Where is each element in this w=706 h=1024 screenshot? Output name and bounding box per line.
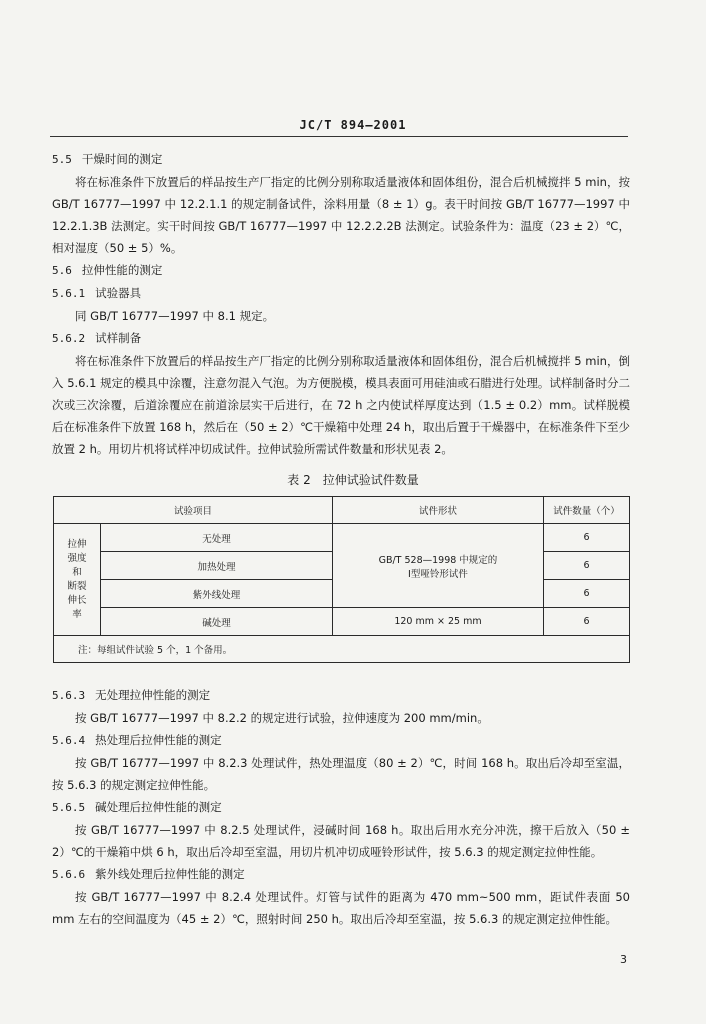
count-cell: 6 bbox=[543, 524, 629, 552]
header-specimen-shape: 试件形状 bbox=[332, 497, 543, 524]
category-line: 率 bbox=[72, 608, 82, 620]
section-number: 5.6.6 bbox=[52, 868, 86, 881]
test-item-cell: 紫外线处理 bbox=[101, 580, 333, 608]
paragraph: 按 GB/T 16777—1997 中 8.2.4 处理试件。灯管与试件的距离为 470 mm~500 mm，距试件表面 50 mm 左右的空间温度为（45 ± 2）℃，照射时间 250 h。取出后冷却至室温，按 5.6.3 的规定测定拉伸性能。 bbox=[52, 890, 630, 926]
section-number: 5.6 bbox=[52, 264, 72, 277]
section-number: 5.6.4 bbox=[52, 734, 86, 747]
count-cell: 6 bbox=[543, 552, 629, 580]
specimen-table bbox=[53, 496, 630, 663]
section-number: 5.5 bbox=[52, 153, 72, 166]
table-row bbox=[54, 524, 630, 552]
shape-line: GB/T 528—1998 中规定的 bbox=[378, 554, 498, 566]
paragraph: 同 GB/T 16777—1997 中 8.1 规定。 bbox=[75, 309, 275, 323]
paragraph: 按 GB/T 16777—1997 中 8.2.2 的规定进行试验，拉伸速度为 200 mm/min。 bbox=[75, 711, 489, 725]
table-note: 注：每组试件试验 5 个，1 个备用。 bbox=[54, 636, 630, 663]
count-cell: 6 bbox=[543, 608, 629, 636]
category-line: 伸长 bbox=[67, 594, 87, 606]
section-heading bbox=[52, 729, 630, 752]
test-item-cell: 无处理 bbox=[101, 524, 333, 552]
body-text-lower bbox=[52, 684, 630, 930]
standard-code-header: JC/T 894—2001 bbox=[299, 118, 407, 132]
section-title: 碱处理后拉伸性能的测定 bbox=[95, 800, 222, 814]
table-note-row bbox=[54, 636, 630, 663]
section-title: 无处理拉伸性能的测定 bbox=[95, 688, 211, 702]
category-line: 和 bbox=[72, 566, 82, 578]
test-item-cell: 碱处理 bbox=[101, 608, 333, 636]
section-number: 5.6.2 bbox=[52, 332, 86, 345]
header-rule bbox=[50, 136, 628, 137]
body-text-upper bbox=[52, 148, 630, 460]
section-title: 紫外线处理后拉伸性能的测定 bbox=[95, 867, 245, 881]
section-number: 5.6.3 bbox=[52, 689, 86, 702]
count-cell: 6 bbox=[543, 580, 629, 608]
section-title: 试样制备 bbox=[95, 331, 142, 345]
section-heading bbox=[52, 327, 630, 350]
section-title: 热处理后拉伸性能的测定 bbox=[95, 733, 222, 747]
shape-cell-strip: 120 mm × 25 mm bbox=[332, 608, 543, 636]
shape-cell-dumbbell bbox=[332, 524, 543, 608]
paragraph: 将在标准条件下放置后的样品按生产厂指定的比例分别称取适量液体和固体组份，混合后机械搅拌 5 min，按 GB/T 16777—1997 中 12.2.1.1 的规定制备试件，涂料用量（8 ± 1）g。表干时间按 GB/T 16777—1997 中 12.2.1.3B 法测定。实干时间按 GB/T 16777—1997 中 12.2.2.2B 法测定。试验条件为：温度（23 ± 2）℃，相对湿度（50 ± 5）%。 bbox=[52, 175, 630, 255]
category-cell bbox=[54, 524, 101, 636]
section-heading bbox=[52, 282, 630, 305]
section-heading bbox=[52, 148, 630, 171]
paragraph: 按 GB/T 16777—1997 中 8.2.3 处理试件，热处理温度（80 ± 2）℃，时间 168 h。取出后冷却至室温，按 5.6.3 的规定测定拉伸性能。 bbox=[52, 756, 630, 792]
test-item-cell: 加热处理 bbox=[101, 552, 333, 580]
header-test-item: 试验项目 bbox=[54, 497, 333, 524]
section-heading bbox=[52, 259, 630, 282]
table-header-row bbox=[54, 497, 630, 524]
paragraph: 将在标准条件下放置后的样品按生产厂指定的比例分别称取适量液体和固体组份，混合后机械搅拌 5 min，倒入 5.6.1 规定的模具中涂覆，注意勿混入气泡。为方便脱模，模具表面可用硅油或石腊进行处理。试样制备时分二次或三次涂覆，后道涂覆应在前道涂层实干后进行，在 72 h 之内使试样厚度达到（1.5 ± 0.2）mm。试样脱模后在标准条件下放置 168 h，然后在（50 ± 2）℃干燥箱中处理 24 h，取出后置于干燥器中，在标准条件下至少放置 2 h。用切片机将试样冲切成试件。拉伸试验所需试件数量和形状见表 2。 bbox=[52, 354, 630, 456]
section-heading bbox=[52, 863, 630, 886]
section-title: 干燥时间的测定 bbox=[81, 152, 163, 166]
table-title: 表 2 拉伸试验试件数量 bbox=[287, 473, 419, 487]
section-number: 5.6.5 bbox=[52, 801, 86, 814]
section-number: 5.6.1 bbox=[52, 287, 86, 300]
section-title: 拉伸性能的测定 bbox=[81, 263, 163, 277]
category-line: 断裂 bbox=[67, 580, 87, 592]
paragraph: 按 GB/T 16777—1997 中 8.2.5 处理试件，浸碱时间 168 h。取出后用水充分冲洗，擦干后放入（50 ± 2）℃的干燥箱中烘 6 h，取出后冷却至室温，用切片机冲切成哑铃形试件，按 5.6.3 的规定测定拉伸性能。 bbox=[52, 823, 630, 859]
section-title: 试验器具 bbox=[95, 286, 142, 300]
section-heading bbox=[52, 684, 630, 707]
header-specimen-count: 试件数量（个） bbox=[543, 497, 629, 524]
category-line: 拉伸 bbox=[67, 538, 87, 550]
category-line: 强度 bbox=[67, 552, 87, 564]
shape-line: Ⅰ型哑铃形试件 bbox=[408, 568, 468, 580]
page-number: 3 bbox=[620, 953, 627, 966]
table-row bbox=[54, 608, 630, 636]
section-heading bbox=[52, 796, 630, 819]
